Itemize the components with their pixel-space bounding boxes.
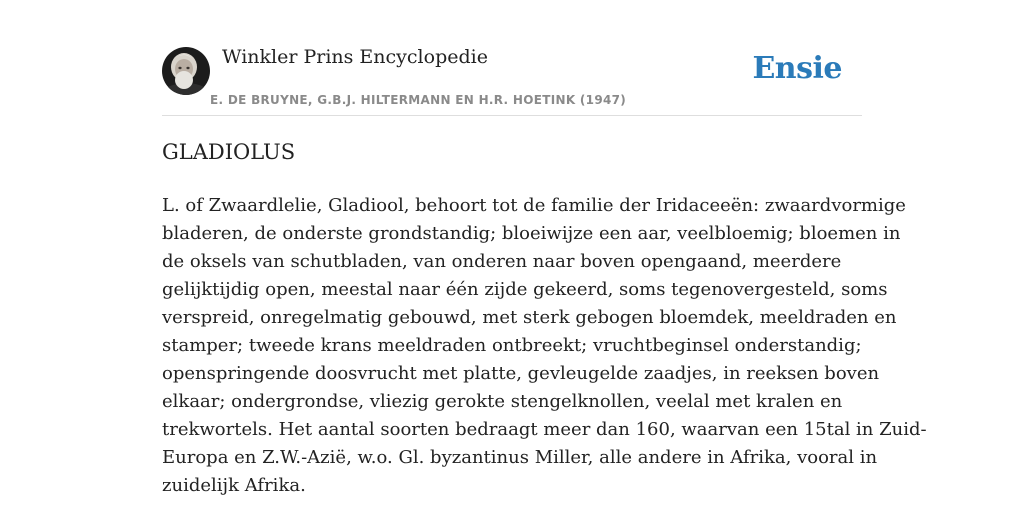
article-title: GLADIOLUS [162,140,296,164]
portrait-avatar-icon [162,47,210,95]
site-title-link[interactable]: Winkler Prins Encyclopedie [222,46,488,68]
article-text-line: stamper; tweede krans meeldraden ontbreekt; vruchtbeginsel onderstandig; [162,335,862,356]
article-text-line: verspreid, onregelmatig gebouwd, met sterk gebogen bloemdek, meeldraden en [162,307,897,328]
article-text-line: de oksels van schutbladen, van onderen naar boven opengaand, meerdere [162,251,842,272]
article-text-line: Europa en Z.W.-Azië, w.o. Gl. byzantinus Miller, alle andere in Afrika, vooral in [162,447,878,468]
article-text-line: elkaar; ondergrondse, vliezig gerokte stengelknollen, veelal met kralen en [162,391,843,412]
article-body [162,192,927,500]
authors-credit: E. DE BRUYNE, G.B.J. HILTERMANN EN H.R. HOETINK (1947) [210,93,627,107]
article-text-line: trekwortels. Het aantal soorten bedraagt meer dan 160, waarvan een 15tal in Zuid- [162,419,927,440]
article-text-line: gelijktijdig open, meestal naar één zijde gekeerd, soms tegenovergesteld, soms [162,279,888,300]
article-text-line: openspringende doosvrucht met platte, gevleugelde zaadjes, in reeksen boven [162,363,880,384]
ensie-logo-link[interactable]: Ensie [752,51,842,86]
header-divider [162,115,862,116]
article-text-line: zuidelijk Afrika. [162,475,306,496]
article-text-line: bladeren, de onderste grondstandig; bloeiwijze een aar, veelbloemig; bloemen in [162,223,901,244]
article-text-line: L. of Zwaardlelie, Gladiool, behoort tot de familie der Iridaceeën: zwaardvormige [162,195,906,216]
